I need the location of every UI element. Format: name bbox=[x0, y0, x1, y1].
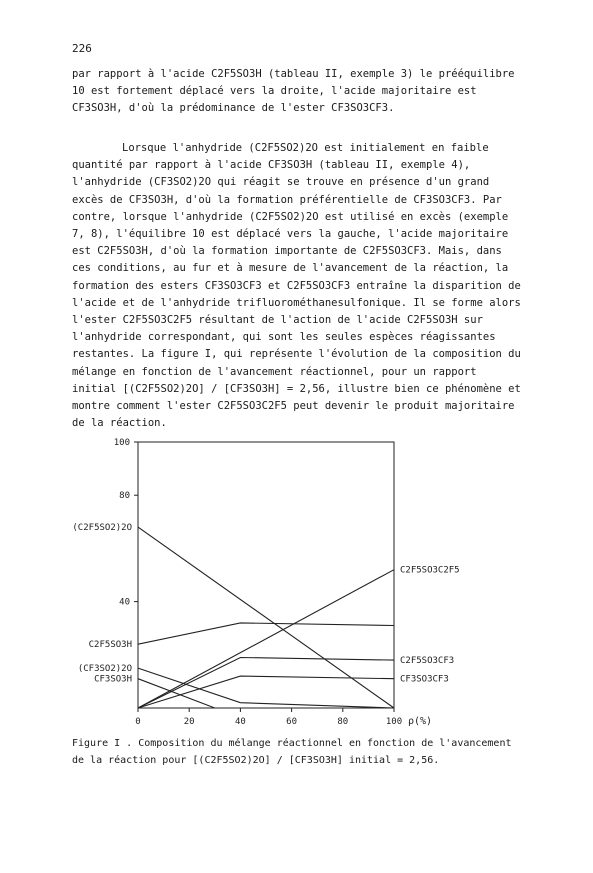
series-line bbox=[138, 658, 394, 709]
series-label: CF3SO3CF3 bbox=[400, 674, 449, 685]
paragraph-1: par rapport à l'acide C2F5SO3H (tableau II, exemple 3) le prééquilibre 10 est fortement déplacé vers la droite, l'acide majoritaire est CF3SO3H, d'où la prédominance de l'ester CF3SO3CF3. bbox=[72, 68, 515, 115]
x-tick-label: 20 bbox=[183, 717, 195, 727]
x-tick-label: 60 bbox=[286, 717, 298, 727]
series-label: (CF3SO2)2O bbox=[77, 664, 132, 675]
x-axis-label: ρ(%) bbox=[408, 716, 433, 727]
series-line bbox=[138, 623, 394, 644]
x-tick-label: 80 bbox=[337, 717, 349, 727]
series-label: CF3SO3H bbox=[94, 674, 132, 685]
series-label: C2F5SO3CF3 bbox=[400, 656, 455, 667]
series-label: C2F5SO3C2F5 bbox=[400, 565, 460, 576]
page-number: 226 bbox=[72, 42, 92, 55]
series-label: C2F5SO3H bbox=[88, 640, 132, 651]
y-tick-label: 80 bbox=[119, 491, 130, 502]
y-tick-label: 100 bbox=[113, 438, 130, 448]
y-tick-label: 40 bbox=[119, 597, 130, 608]
series-label: (C2F5SO2)2O bbox=[72, 523, 132, 534]
plot-frame bbox=[138, 442, 394, 708]
x-tick-label: 100 bbox=[385, 717, 403, 727]
figure-1 bbox=[62, 440, 542, 730]
x-tick-label: 0 bbox=[135, 717, 141, 727]
figure-caption: Figure I . Composition du mélange réactionnel en fonction de l'avancement de la réaction pour [(C2F5SO2)2O] / [CF3SO3H] initial = 2,56. bbox=[72, 738, 512, 766]
x-tick-label: 40 bbox=[234, 717, 246, 727]
composition-chart bbox=[62, 440, 542, 730]
series-line bbox=[138, 570, 394, 708]
series-line bbox=[138, 668, 394, 708]
paragraph-2: Lorsque l'anhydride (C2F5SO2)2O est initialement en faible quantité par rapport à l'acide CF3SO3H (tableau II, exemple 4), l'anhydride (CF3SO2)2O qui réagit se trouve en présence d'un grand excès de CF3SO3H, d'où la formation préférentielle de CF3SO3CF3. Par contre, lorsque l'anhydride (C2F5SO2)2O est utilisé en excès (exemple 7, 8), l'équilibre 10 est déplacé vers la gauche, l'acide majoritaire est C2F5SO3H, d'où la formation importante de C2F5SO3CF3. Mais, dans ces conditions, au fur et à mesure de l'avancement de la réaction, la formation des esters CF3SO3CF3 et C2F5SO3CF3 entraîne la disparition de l'acide et de l'anhydride trifluorométhanesulfonique. Il se forme alors l'ester C2F5SO3C2F5 résultant de l'action de l'acide C2F5SO3H sur l'anhydride correspondant, qui sont les seules espèces réagissantes restantes. La figure I, qui représente l'évolution de la composition du mélange en fonction de l'avancement réactionnel, pour un rapport initial [(C2F5SO2)2O] / [CF3SO3H] = 2,56, illustre bien ce phénomène et montre comment l'ester C2F5SO3C2F5 peut devenir le produit majoritaire de la réaction. bbox=[72, 142, 521, 430]
